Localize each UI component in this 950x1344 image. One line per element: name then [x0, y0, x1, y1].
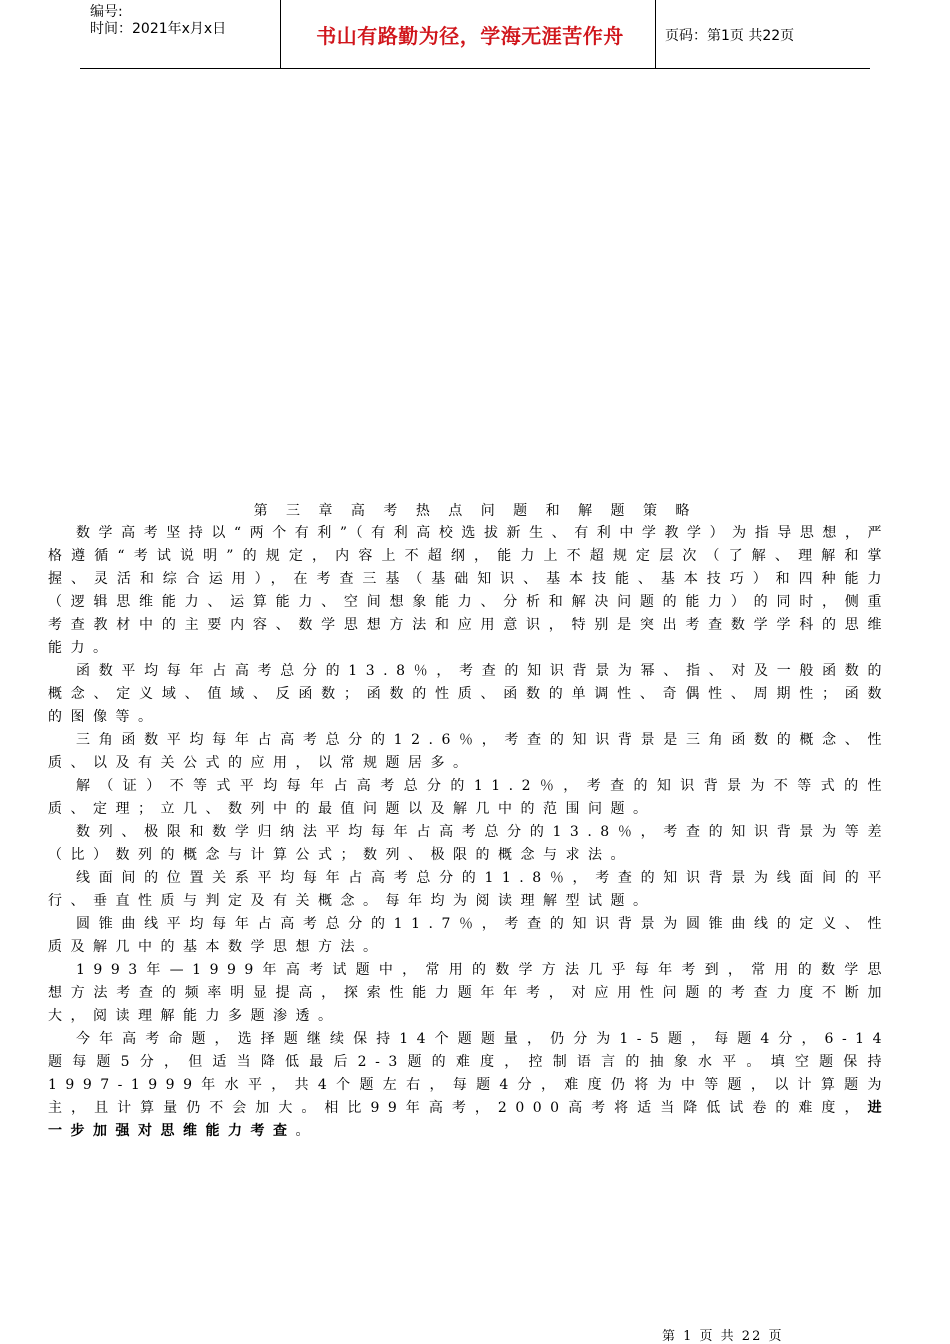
paragraph: 三角函数平均每年占高考总分的12.6％，考查的知识背景是三角函数的概念、性质、以及有关公式的应用，以常规题居多。 — [48, 732, 890, 771]
header-motto: 书山有路勤为径，学海无涯苦作舟 — [316, 24, 624, 48]
paragraph — [48, 1028, 890, 1143]
paragraph: 圆锥曲线平均每年占高考总分的11.7％，考查的知识背景为圆锥曲线的定义、性质及解几中的基本数学思想方法。 — [48, 916, 890, 955]
paragraph: 函数平均每年占高考总分的13.8％，考查的知识背景为幂、指、对及一般函数的概念、定义域、值域、反函数；函数的性质、函数的单调性、奇偶性、周期性；函数的图像等。 — [48, 663, 890, 725]
paragraph: 线面间的位置关系平均每年占高考总分的11.8％，考查的知识背景为线面间的平行、垂直性质与判定及有关概念。每年均为阅读理解型试题。 — [48, 870, 890, 909]
document-body — [48, 522, 890, 1143]
header-meta — [90, 4, 226, 38]
emphasis-text: 进一步加强对思维能力考查 — [48, 1100, 890, 1139]
header-divider — [280, 0, 281, 68]
chapter-title: 第 三 章 高 考 热 点 问 题 和 解 题 策 略 — [253, 503, 697, 519]
number-label: 编号: — [90, 4, 123, 20]
page-footer: 第 1 页 共 22 页 — [662, 1329, 784, 1344]
page-header — [80, 0, 870, 69]
paragraph: 数列、极限和数学归纳法平均每年占高考总分的13.8％，考查的知识背景为等差（比）数列的概念与计算公式；数列、极限的概念与求法。 — [48, 824, 890, 863]
paragraph: 解（证）不等式平均每年占高考总分的11.2％，考查的知识背景为不等式的性质、定理；立几、数列中的最值问题以及解几中的范围问题。 — [48, 778, 890, 817]
paragraph-text: 今年高考命题，选择题继续保持14个题题量，仍分为1-5题，每题4分，6-14题每题5分，但适当降低最后2-3题的难度，控制语言的抽象水平。填空题保持1997-1999年水平，共4个题左右，每题4分，难度仍将为中等题，以计算题为主，且计算量仍不会加大。相比99年高考，2000高考将适当降低试卷的难度， — [48, 1031, 890, 1116]
paragraph: 1993年—1999年高考试题中，常用的数学方法几乎每年考到，常用的数学思想方法考查的频率明显提高，探索性能力题年年考，对应用性问题的考查力度不断加大，阅读理解能力多题渗透。 — [48, 962, 890, 1024]
time-label: 时间：2021年x月x日 — [90, 21, 227, 37]
paragraph-end: 。 — [295, 1123, 318, 1139]
header-page-info: 页码：第1页 共22页 — [665, 28, 795, 44]
paragraph: 数学高考坚持以“两个有利”（有利高校选拔新生、有利中学教学）为指导思想，严格遵循“考试说明”的规定，内容上不超纲，能力上不超规定层次（了解、理解和掌握、灵活和综合运用），在考查三基（基础知识、基本技能、基本技巧）和四种能力（逻辑思维能力、运算能力、空间想象能力、分析和解决问题的能力）的同时，侧重考查教材中的主要内容、数学思想方法和应用意识，特别是突出考查数学学科的思维能力。 — [48, 525, 890, 656]
header-divider — [655, 0, 656, 68]
